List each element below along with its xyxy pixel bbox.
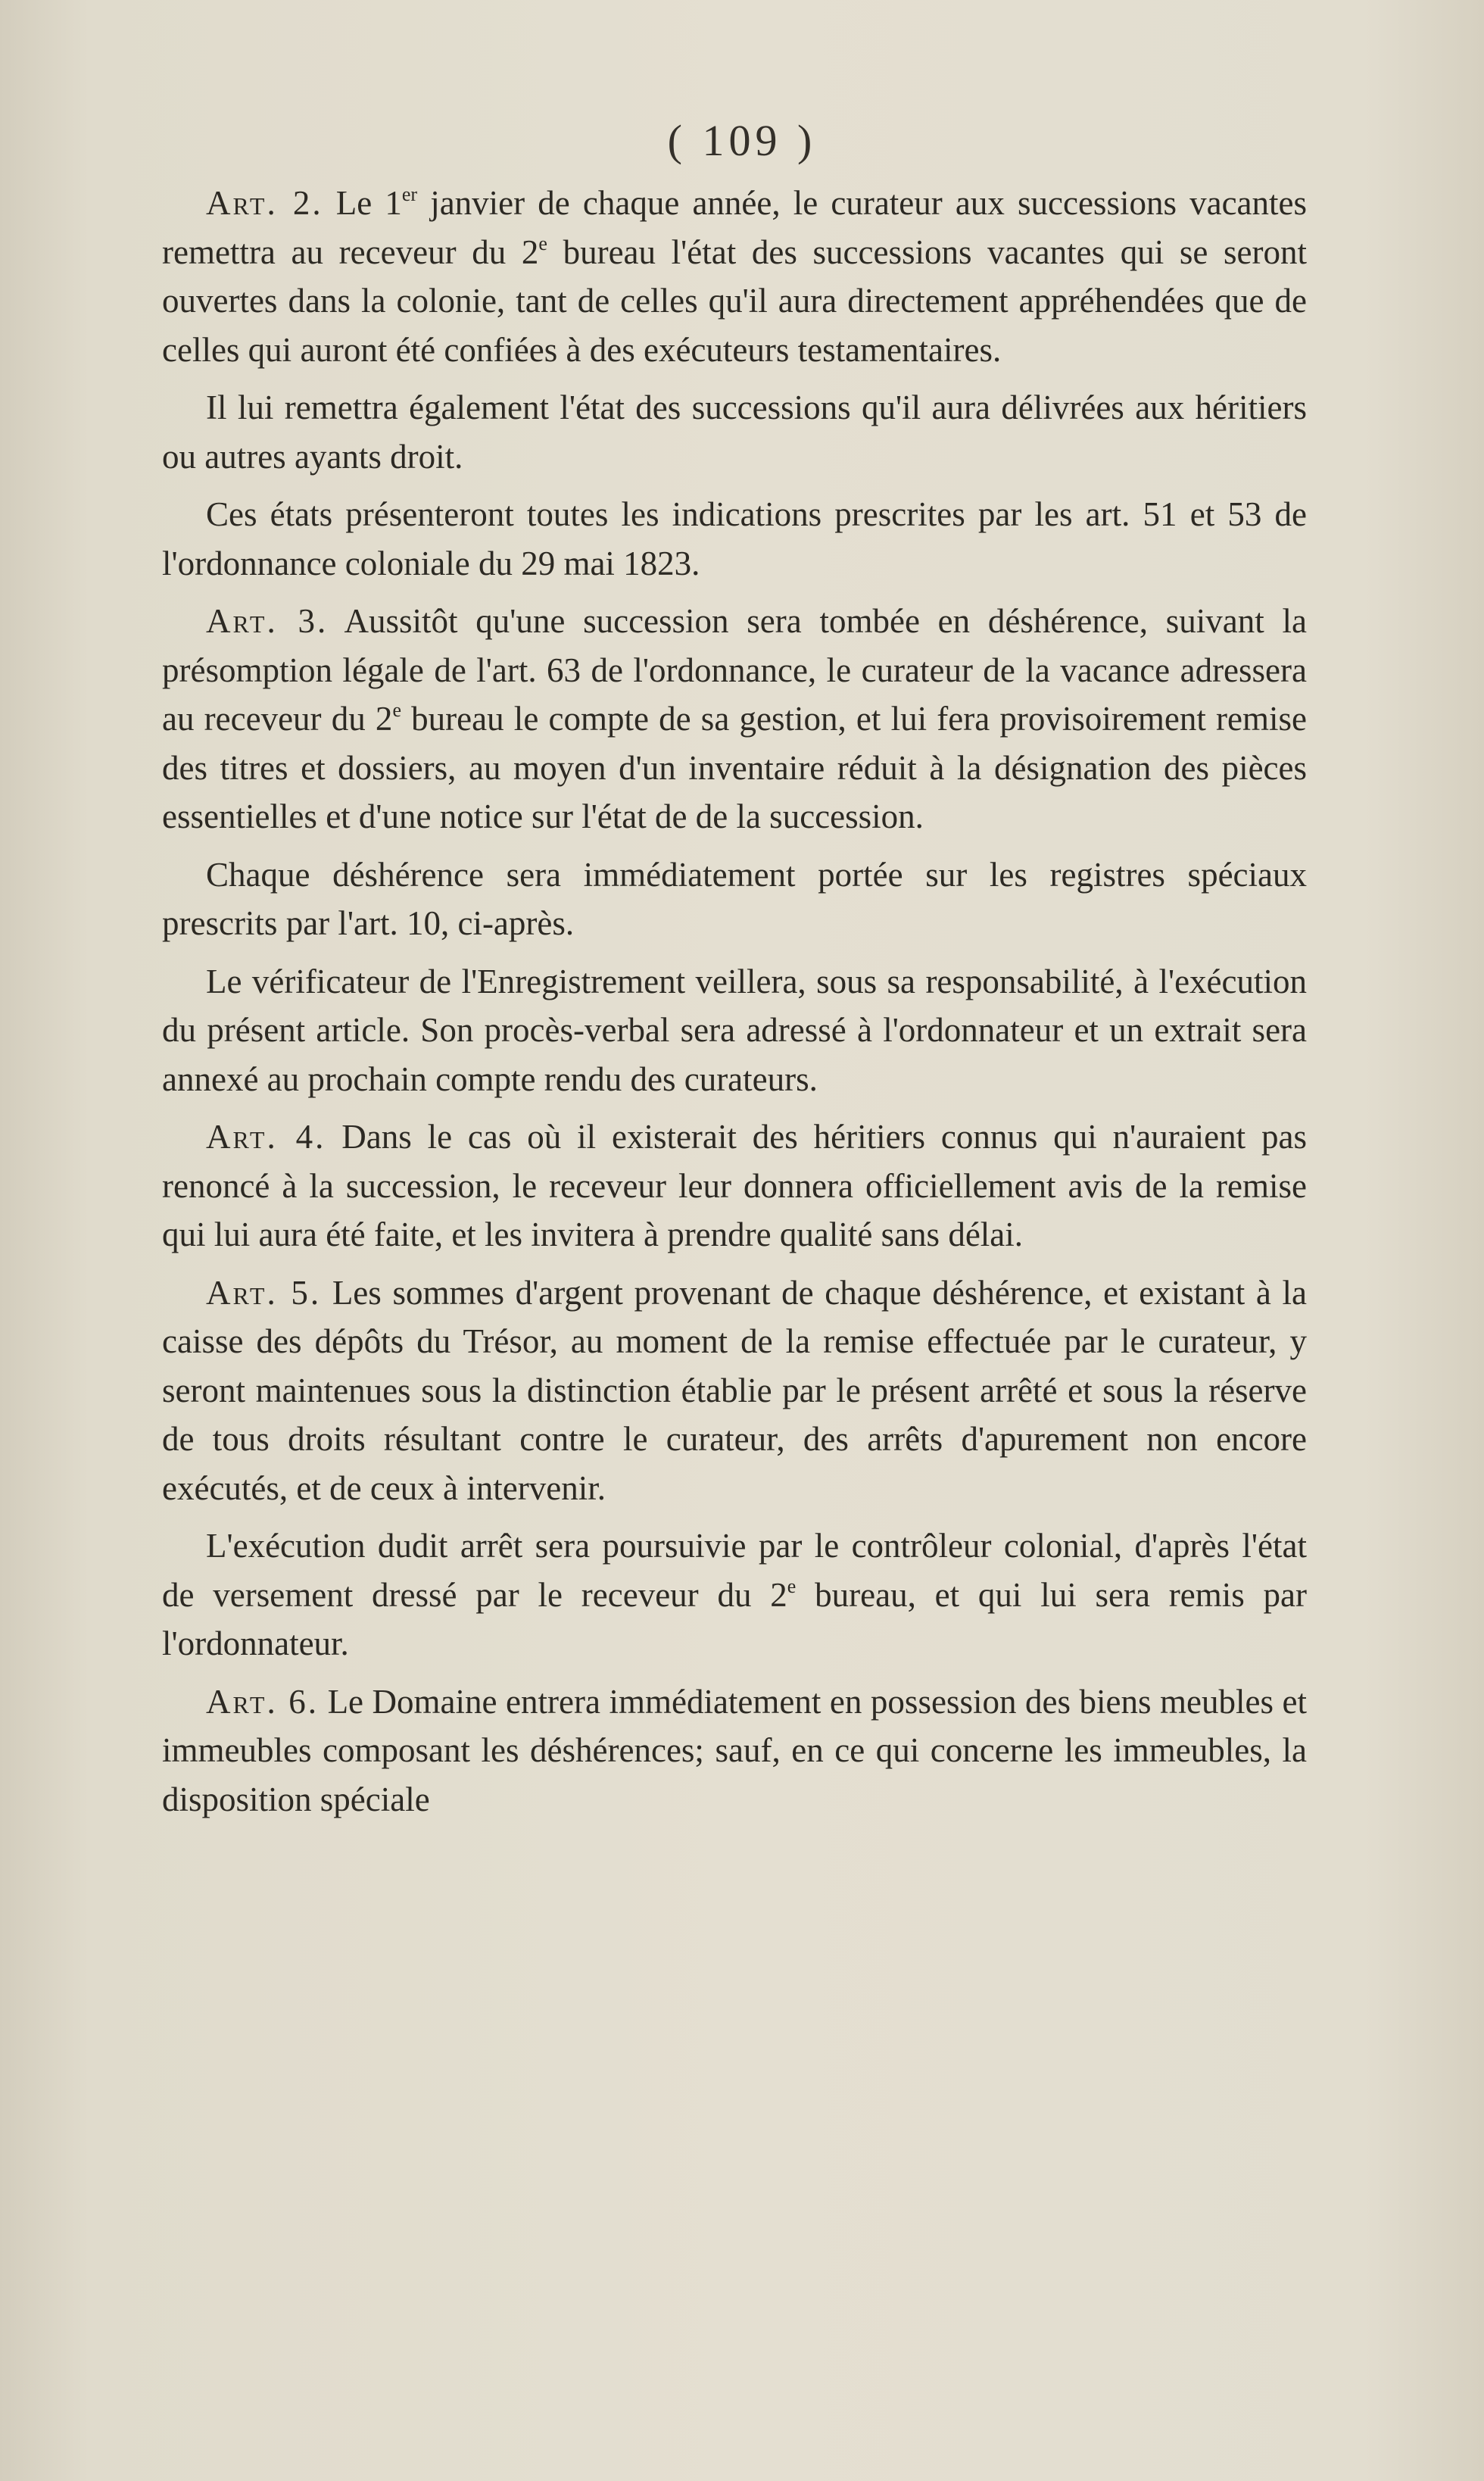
paragraph [162,383,1307,481]
text-run: Le Domaine entrera immédiatement en possession des biens meubles et immeubles composant les déshérences; sauf, en ce qui concerne les immeubles, la disposition spéciale [162,1682,1308,1818]
text-run: Dans le cas où il existerait des héritiers connus qui n'auraient pas renoncé à la succession, le receveur leur donnera officiellement avis de la remise qui lui aura été faite, et les invitera à prendre qualité sans délai. [162,1118,1308,1253]
paragraph [162,1521,1307,1668]
text-run: Ces états présenteront toutes les indications prescrites par les art. 51 et 53 de l'ordonnance coloniale du 29 mai 1823. [162,495,1307,582]
superscript: e [392,699,401,721]
text-run: Les sommes d'argent provenant de chaque déshérence, et existant à la caisse des dépôts du Trésor, au moment de la remise effectuée par le curateur, y seront maintenues sous la distinction établie par le présent arrêté et sous la réserve de tous droits résultant contre le curateur, des arrêts d'apurement non encore exécutés, et de ceux à intervenir. [162,1273,1308,1507]
text-run: Le 1 [335,184,402,222]
article-paragraph [162,597,1307,841]
text-run: Chaque déshérence sera immédiatement portée sur les registres spéciaux prescrits par l'art. 10, ci-après. [162,855,1307,942]
text-run: janvier de chaque année, le curateur aux successions vacantes remettra au receveur du 2 [162,184,1308,271]
superscript: e [787,1574,797,1597]
article-paragraph [162,1677,1307,1824]
paragraph [162,850,1307,948]
article-label: Art. 5. [206,1273,322,1312]
paragraph [162,957,1307,1104]
text-run: bureau le compte de sa gestion, et lui fera provisoirement remise des titres et dossiers, au moyen d'un inventaire réduit à la désignation des pièces essentielles et d'une notice sur l'état de de la succession. [162,700,1307,835]
article-paragraph [162,1113,1307,1259]
text-run: bureau l'état des successions vacantes qui se seront ouvertes dans la colonie, tant de celles qu'il aura directement appréhendées que de celles qui auront été confiées à des exécuteurs testamentaires. [162,232,1307,369]
article-text-block [162,179,1307,1824]
article-label: Art. 6. [206,1682,320,1721]
text-run: Le vérificateur de l'Enregistrement veillera, sous sa responsabilité, à l'exécution du présent article. Son procès-verbal sera adressé à l'ordonnateur et un extrait sera annexé au prochain compte rendu des curateurs. [162,962,1307,1098]
superscript: er [401,183,418,205]
article-label: Art. 2. [206,184,323,222]
article-paragraph [162,1269,1307,1513]
text-run: bureau, et qui lui sera remis par l'ordonnateur. [162,1575,1307,1662]
text-run: Aussitôt qu'une succession sera tombée en déshérence, suivant la présomption légale de l'art. 63 de l'ordonnance, le curateur de la vacance adressera au receveur du 2 [162,602,1307,738]
text-run: L'exécution dudit arrêt sera poursuivie par le contrôleur colonial, d'après l'état de versement dressé par le receveur du 2 [162,1527,1307,1614]
article-paragraph [162,179,1307,374]
article-label: Art. 3. [206,602,329,640]
text-run: Il lui remettra également l'état des successions qu'il aura délivrées aux héritiers ou autres ayants droit. [162,389,1307,476]
page-number: ( 109 ) [667,116,817,165]
superscript: e [538,232,547,254]
article-label: Art. 4. [206,1118,326,1156]
paragraph [162,490,1307,588]
